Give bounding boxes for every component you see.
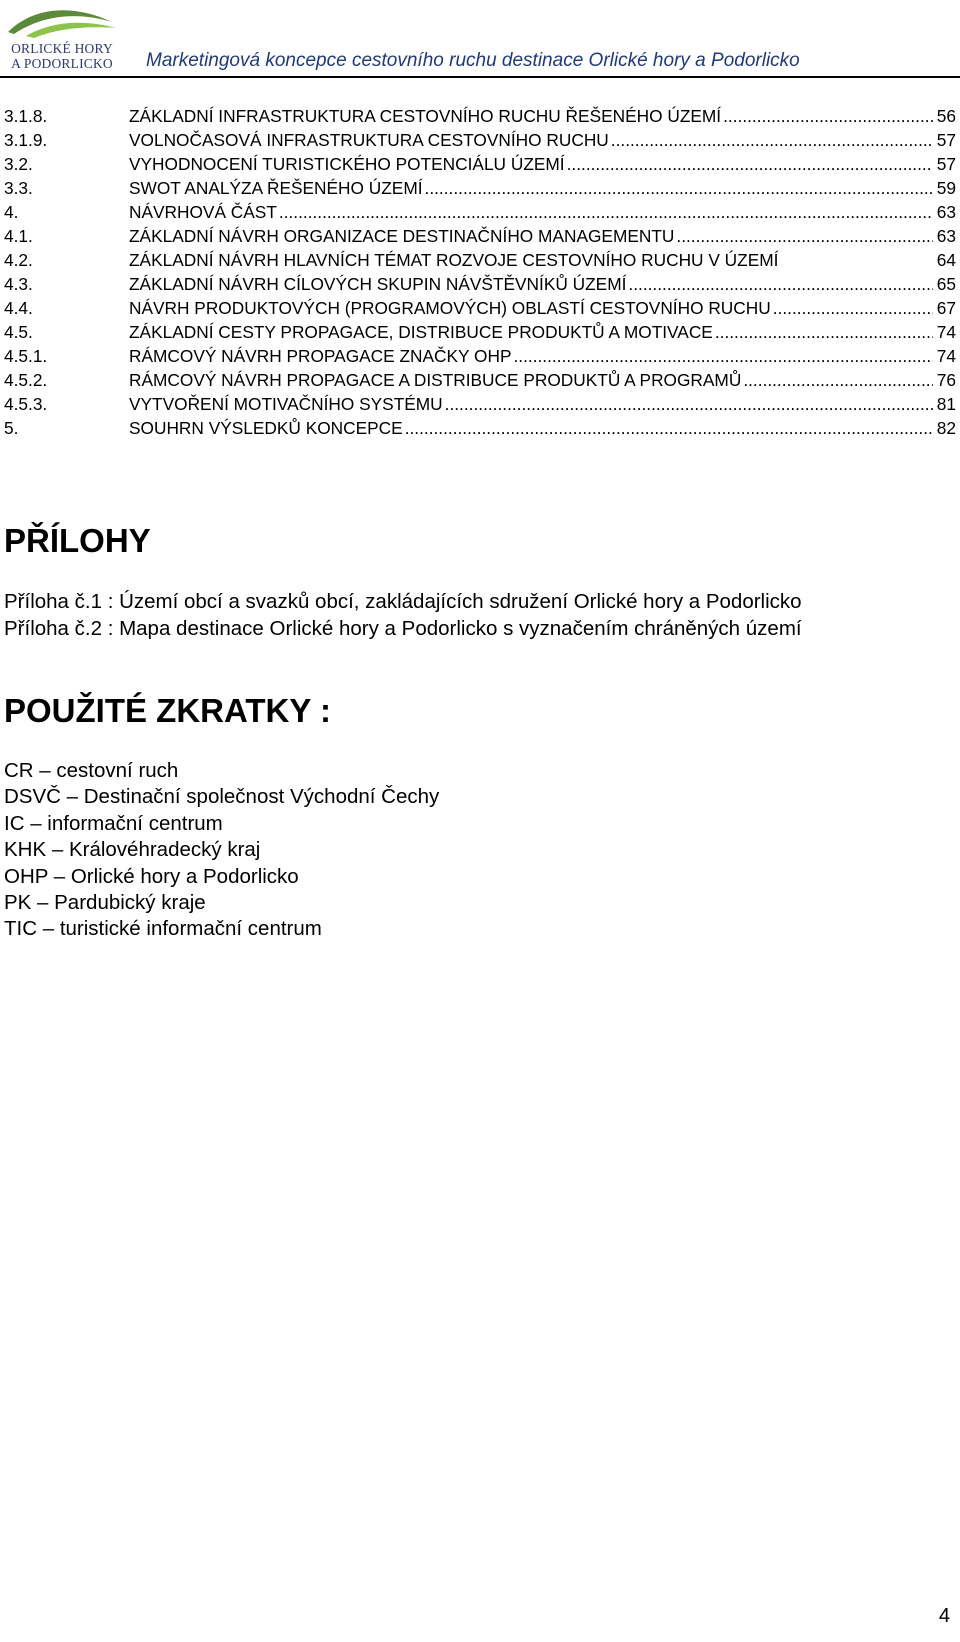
toc-dot-leader [628,272,932,296]
toc-dot-leader [514,344,933,368]
abbreviations-list [4,758,439,943]
page-header [0,0,960,80]
toc-entry-title: RÁMCOVÝ NÁVRH PROPAGACE ZNAČKY OHP [129,346,512,366]
appendices-list [4,588,802,642]
toc-entry-number: 3.3. [4,178,33,198]
toc-entry-title: ZÁKLADNÍ CESTY PROPAGACE, DISTRIBUCE PRODUKTŮ A MOTIVACE [129,322,713,342]
toc-entry-line [129,200,956,224]
toc-entry-title: NÁVRHOVÁ ČÁST [129,202,277,222]
toc-entry-number: 3.1.9. [4,130,48,150]
toc-entry-page: 63 [936,226,956,246]
header-divider [0,76,960,78]
toc-entry-number: 5. [4,418,19,438]
table-of-contents [4,104,956,440]
toc-entry-title: RÁMCOVÝ NÁVRH PROPAGACE A DISTRIBUCE PRODUKTŮ A PROGRAMŮ [129,370,742,390]
toc-dot-leader [567,152,933,176]
toc-entry-line [129,368,956,392]
toc-entry[interactable] [4,368,956,392]
toc-entry-number: 3.2. [4,154,33,174]
toc-entry-title: VYTVOŘENÍ MOTIVAČNÍHO SYSTÉMU [129,394,443,414]
toc-entry-number: 4.4. [4,298,33,318]
toc-entry-line [129,272,956,296]
document-title: Marketingová koncepce cestovního ruchu destinace Orlické hory a Podorlicko [146,50,800,71]
abbreviation-item: OHP – Orlické hory a Podorlicko [4,864,299,888]
abbreviation-item: IC – informační centrum [4,811,223,835]
toc-entry[interactable] [4,296,956,320]
toc-dot-leader [425,176,933,200]
toc-entry-title: ZÁKLADNÍ INFRASTRUKTURA CESTOVNÍHO RUCHU ŘEŠENÉHO ÚZEMÍ [129,106,722,126]
toc-entry-page: 82 [936,418,956,438]
toc-entry-line [129,128,956,152]
abbreviation-item: KHK – Královéhradecký kraj [4,838,261,862]
toc-entry-number: 4.5. [4,322,33,342]
toc-entry-title: VYHODNOCENÍ TURISTICKÉHO POTENCIÁLU ÚZEMÍ [129,154,565,174]
toc-entry-title: VOLNOČASOVÁ INFRASTRUKTURA CESTOVNÍHO RUCHU [129,130,609,150]
toc-entry-title: ZÁKLADNÍ NÁVRH HLAVNÍCH TÉMAT ROZVOJE CESTOVNÍHO RUCHU V ÚZEMÍ [129,250,779,270]
toc-entry-page: 56 [936,106,956,126]
toc-entry-page: 74 [936,322,956,342]
toc-dot-leader [676,224,932,248]
toc-dot-leader [611,128,933,152]
logo-text-line-2: A PODORLICKO [11,56,113,71]
toc-entry[interactable] [4,176,956,200]
logo [4,2,120,72]
toc-entry-page: 64 [936,250,956,270]
toc-entry[interactable] [4,224,956,248]
toc-dot-leader [743,368,932,392]
abbreviation-item: DSVČ – Destinační společnost Východní Čechy [4,785,440,809]
toc-entry-number: 4.1. [4,226,33,246]
toc-entry-number: 4.3. [4,274,33,294]
toc-entry[interactable] [4,392,956,416]
toc-entry-title: SOUHRN VÝSLEDKŮ KONCEPCE [129,418,403,438]
toc-entry-line [129,344,956,368]
toc-entry-line [129,152,956,176]
logo-text-line-1: ORLICKÉ HORY [11,41,113,56]
appendices-heading: PŘÍLOHY [4,522,151,559]
toc-entry-number: 3.1.8. [4,106,48,126]
toc-entry-page: 63 [936,202,956,222]
toc-dot-leader [445,392,933,416]
abbreviation-item: PK – Pardubický kraje [4,891,206,915]
toc-entry-line [129,224,956,248]
toc-entry[interactable] [4,272,956,296]
toc-entry-line [129,416,956,440]
toc-entry-page: 81 [936,394,956,414]
toc-entry-number: 4.2. [4,250,33,270]
toc-entry-number: 4. [4,202,19,222]
toc-entry-page: 76 [936,370,956,390]
toc-dot-leader [723,104,933,128]
appendix-item: Příloha č.1 : Území obcí a svazků obcí, zakládajících sdružení Orlické hory a Podorlicko [4,590,802,613]
toc-entry[interactable] [4,248,956,272]
toc-entry-page: 74 [936,346,956,366]
toc-entry-number: 4.5.2. [4,370,48,390]
toc-entry-line [129,248,956,272]
toc-dot-leader [279,200,933,224]
toc-entry[interactable] [4,152,956,176]
toc-entry-page: 65 [936,274,956,294]
toc-entry-page: 59 [936,178,956,198]
toc-entry-title: ZÁKLADNÍ NÁVRH ORGANIZACE DESTINAČNÍHO MANAGEMENTU [129,226,675,246]
toc-entry-number: 4.5.3. [4,394,48,414]
toc-entry-number: 4.5.1. [4,346,48,366]
toc-entry-page: 57 [936,130,956,150]
toc-dot-leader [773,296,933,320]
toc-entry[interactable] [4,104,956,128]
abbreviation-item: TIC – turistické informační centrum [4,917,322,941]
toc-dot-leader [405,416,933,440]
toc-entry[interactable] [4,200,956,224]
toc-entry-title: NÁVRH PRODUKTOVÝCH (PROGRAMOVÝCH) OBLASTÍ CESTOVNÍHO RUCHU [129,298,771,318]
toc-entry[interactable] [4,344,956,368]
toc-dot-leader [715,320,933,344]
appendix-item: Příloha č.2 : Mapa destinace Orlické hory a Podorlicko s vyznačením chráněných území [4,617,802,640]
toc-entry-line [129,392,956,416]
toc-entry-line [129,296,956,320]
toc-entry-line [129,176,956,200]
abbreviations-heading: POUŽITÉ ZKRATKY : [4,692,331,729]
abbreviation-item: CR – cestovní ruch [4,759,179,782]
logo-swoosh-icon [4,2,120,42]
toc-entry-page: 57 [936,154,956,174]
toc-entry-page: 67 [936,298,956,318]
toc-entry[interactable] [4,320,956,344]
toc-entry[interactable] [4,128,956,152]
toc-entry-line [129,320,956,344]
toc-entry-line [129,104,956,128]
toc-entry-title: SWOT ANALÝZA ŘEŠENÉHO ÚZEMÍ [129,178,423,198]
page-number: 4 [938,1605,950,1627]
toc-entry[interactable] [4,416,956,440]
toc-entry-title: ZÁKLADNÍ NÁVRH CÍLOVÝCH SKUPIN NÁVŠTĚVNÍKŮ ÚZEMÍ [129,274,627,294]
